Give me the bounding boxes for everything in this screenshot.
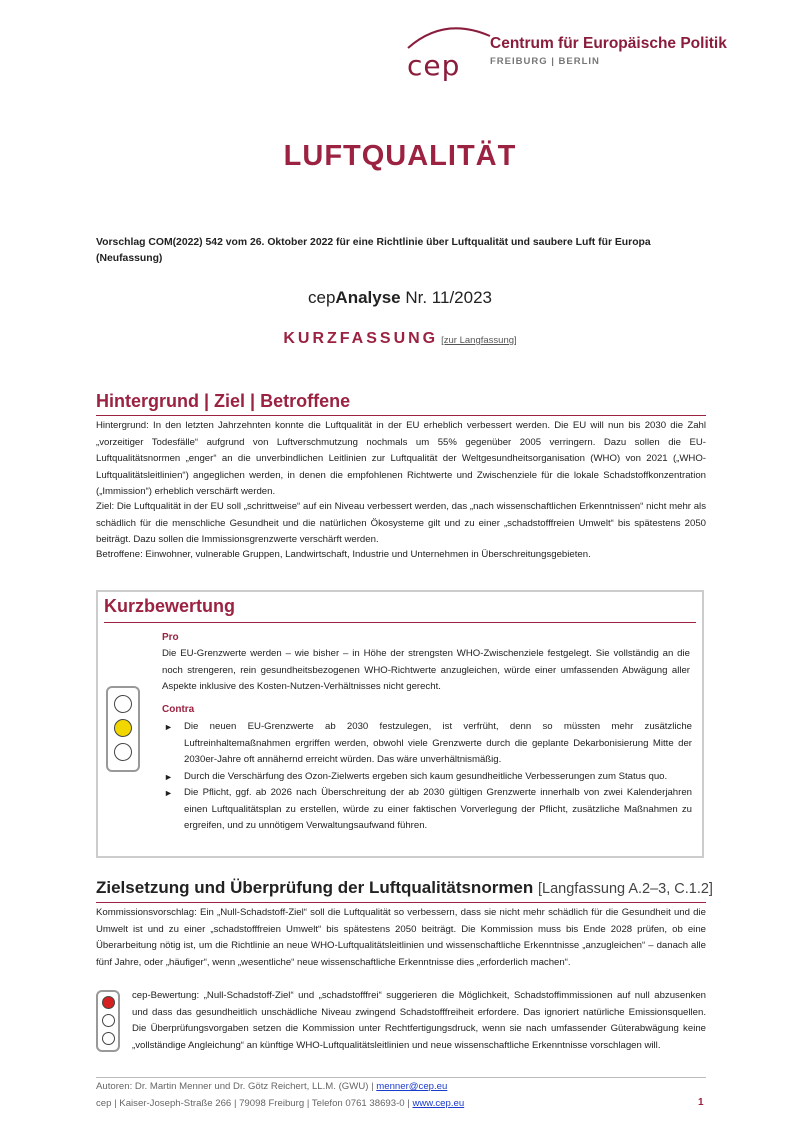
lamp-yellow-off — [102, 1014, 115, 1027]
background-paragraph: Hintergrund: In den letzten Jahrzehnten konnte die Luftqualität in der EU erheblich verbessert werden. Die EU will nun bis 2030 die Zahl „vorzeitiger Todesfälle“ aufgrund von Luftverschmutzung nochmals um 55% gegenüber 2005 verringern. Dazu sollen die EU-Luftqualitätsnormen „enger“ an die unverbindlichen Leitlinien zur Luftqualität der Weltgesundheitsorganisation (WHO) von 2021 („WHO-Luftqualitätsleitlinien“) angeglichen werden, in denen die empfohlenen Richtwerte und Zwischenziele für die lokale Schadstoffkonzentration („Immission“) erheblich verschärft werden. — [96, 420, 706, 497]
section-heading-goals — [96, 878, 713, 898]
kurzbewertung-title: Kurzbewertung — [104, 596, 236, 616]
goal-paragraph: Ziel: Die Luftqualität in der EU soll „schrittweise“ auf ein Niveau verbessert werden, das „nach wissenschaftlichen Erkenntnissen“ nicht mehr als schädlich für die menschliche Gesundheit und die natürlichen Ökosysteme gilt und zu einer „schadstofffreien Umwelt“ bis spätestens 2050 beiträgt. Dazu sollen die Immissionsgrenzwerte verschärft werden. — [96, 501, 706, 545]
lamp-green-off — [102, 1032, 115, 1045]
contra-item-text: Durch die Verschärfung des Ozon-Zielwerts ergeben sich kaum gesundheitliche Verbesserungen zum Status quo. — [184, 770, 668, 782]
bullet-arrow-icon: ► — [164, 788, 173, 798]
lamp-green-off — [114, 743, 132, 761]
logo-arc-icon — [404, 22, 494, 52]
section-divider-2 — [96, 902, 706, 903]
contra-item — [162, 719, 692, 769]
langfassung-link[interactable]: [zur Langfassung] — [441, 335, 517, 346]
box-divider — [104, 622, 696, 623]
analysis-bold: Analyse — [335, 288, 401, 307]
website-link[interactable]: www.cep.eu — [412, 1098, 465, 1109]
contra-label: Contra — [162, 704, 195, 715]
address-text: cep | Kaiser-Joseph-Straße 266 | 79098 Freiburg | Telefon 0761 38693-0 | — [96, 1098, 413, 1109]
kurzbewertung-box — [96, 590, 704, 858]
analysis-prefix: cep — [308, 288, 336, 307]
contra-list — [162, 719, 692, 835]
section-heading-background: Hintergrund | Ziel | Betroffene — [96, 391, 351, 411]
footer-divider — [96, 1077, 706, 1078]
authors-text: Autoren: Dr. Martin Menner und Dr. Götz Reichert, LL.M. (GWU) | — [96, 1081, 377, 1092]
contra-item-text: Die Pflicht, ggf. ab 2026 nach Überschreitung der ab 2030 gültigen Grenzwerte innerhalb von zwei Kalenderjahren einen Luftqualitätsplan zu erstellen, würde zu einer faktischen Vorverlegung der Pflicht, zusätzliche Maßnahmen zu ergreifen, und zu unnötigem Verwaltungsaufwand führen. — [184, 787, 692, 831]
analysis-number — [0, 288, 800, 308]
lamp-red-on — [102, 996, 115, 1009]
kurzfassung-label: KURZFASSUNG — [283, 330, 439, 347]
affected-paragraph: Betroffene: Einwohner, vulnerable Gruppen, Landwirtschaft, Industrie und Unternehmen in Überschreitungsgebieten. — [96, 549, 591, 560]
commission-proposal-paragraph: Kommissionsvorschlag: Ein „Null-Schadstoff-Ziel“ soll die Luftqualität so verbessern, dass sie nicht mehr schädlich für die Gesundheit und die Umwelt ist und zu einer „schadstofffreien Umwelt“ bis spätestens 2050 beiträgt. Die Kommission muss bis Ende 2028 prüfen, ob eine Überarbeitung nötig ist, um die Richtlinie an neue WHO-Luftqualitätsleitlinien und wissenschaftliche Erkenntnisse „anzugleichen“ – danach alle fünf Jahre, oder „häufiger“, wenn „wesentliche“ neue wissenschaftliche Erkenntnisse dies „erforderlich machen“. — [96, 907, 706, 968]
contra-item-text: Die neuen EU-Grenzwerte ab 2030 festzulegen, ist verfrüht, denn so müssten mehr zusätzliche Luftreinhaltemaßnahmen ergriffen werden, obwohl viele Grenzwerte durch die geplante Dekarbonisierung Mitte der 2030er-Jahre oft annähernd erreicht würden. Das wäre unverhältnismäßig. — [184, 721, 692, 765]
logo: cep — [407, 49, 461, 82]
langfassung-reference: [Langfassung A.2–3, C.1.2] — [538, 881, 713, 897]
lamp-yellow-on — [114, 719, 132, 737]
footer-address — [96, 1096, 706, 1113]
cep-assessment-paragraph: cep-Bewertung: „Null-Schadstoff-Ziel“ und „schadstofffrei“ suggerieren die Möglichkeit, Schadstoffimmissionen auf null abzusenken und dass das gesundheitlich unschädliche Niveau zwingend Schadstofffreiheit erfordere. Das ignoriert natürliche Emissionsquellen. Die Überprüfungsvorgaben setzen die Kommission unter Rechtfertigungsdruck, wenn sie nach umfassender Güterabwägung keine „vollständige Angleichung“ an künftige WHO-Luftqualitätsleitlinien und neue wissenschaftliche Erkenntnisse vorschlagen will. — [132, 990, 706, 1051]
brand-subtitle: FREIBURG | BERLIN — [490, 56, 600, 67]
pro-label: Pro — [162, 632, 179, 643]
kurzfassung-line — [0, 330, 800, 348]
footer-authors — [96, 1079, 706, 1096]
page-number: 1 — [698, 1097, 704, 1108]
section-divider — [96, 415, 706, 416]
contra-item — [162, 769, 692, 786]
traffic-light-red-icon — [96, 990, 120, 1052]
proposal-reference: Vorschlag COM(2022) 542 vom 26. Oktober 2022 für eine Richtlinie über Luftqualität und saubere Luft für Europa (Neufassung) — [96, 237, 651, 264]
traffic-light-yellow-icon — [106, 686, 140, 772]
header — [404, 22, 764, 82]
bullet-arrow-icon: ► — [164, 722, 173, 732]
analysis-suffix: Nr. 11/2023 — [400, 288, 492, 307]
brand-title: Centrum für Europäische Politik — [490, 35, 727, 52]
pro-text: Die EU-Grenzwerte werden – wie bisher – in Höhe der strengsten WHO-Zwischenziele festgelegt. Sie vollständig an die noch strengeren, rein gesundheitsbezogenen WHO-Richtwerte anzugleichen, würde einer umfassenden Abwägung aller Aspekte inklusive des Kosten-Nutzen-Verhältnisses nicht gerecht. — [162, 648, 690, 692]
email-link[interactable]: menner@cep.eu — [376, 1081, 448, 1092]
page-title: LUFTQUALITÄT — [283, 140, 517, 172]
contra-item — [162, 785, 692, 835]
bullet-arrow-icon: ► — [164, 771, 173, 782]
lamp-red-off — [114, 695, 132, 713]
section-heading-goals-text: Zielsetzung und Überprüfung der Luftqualitätsnormen — [96, 878, 534, 897]
